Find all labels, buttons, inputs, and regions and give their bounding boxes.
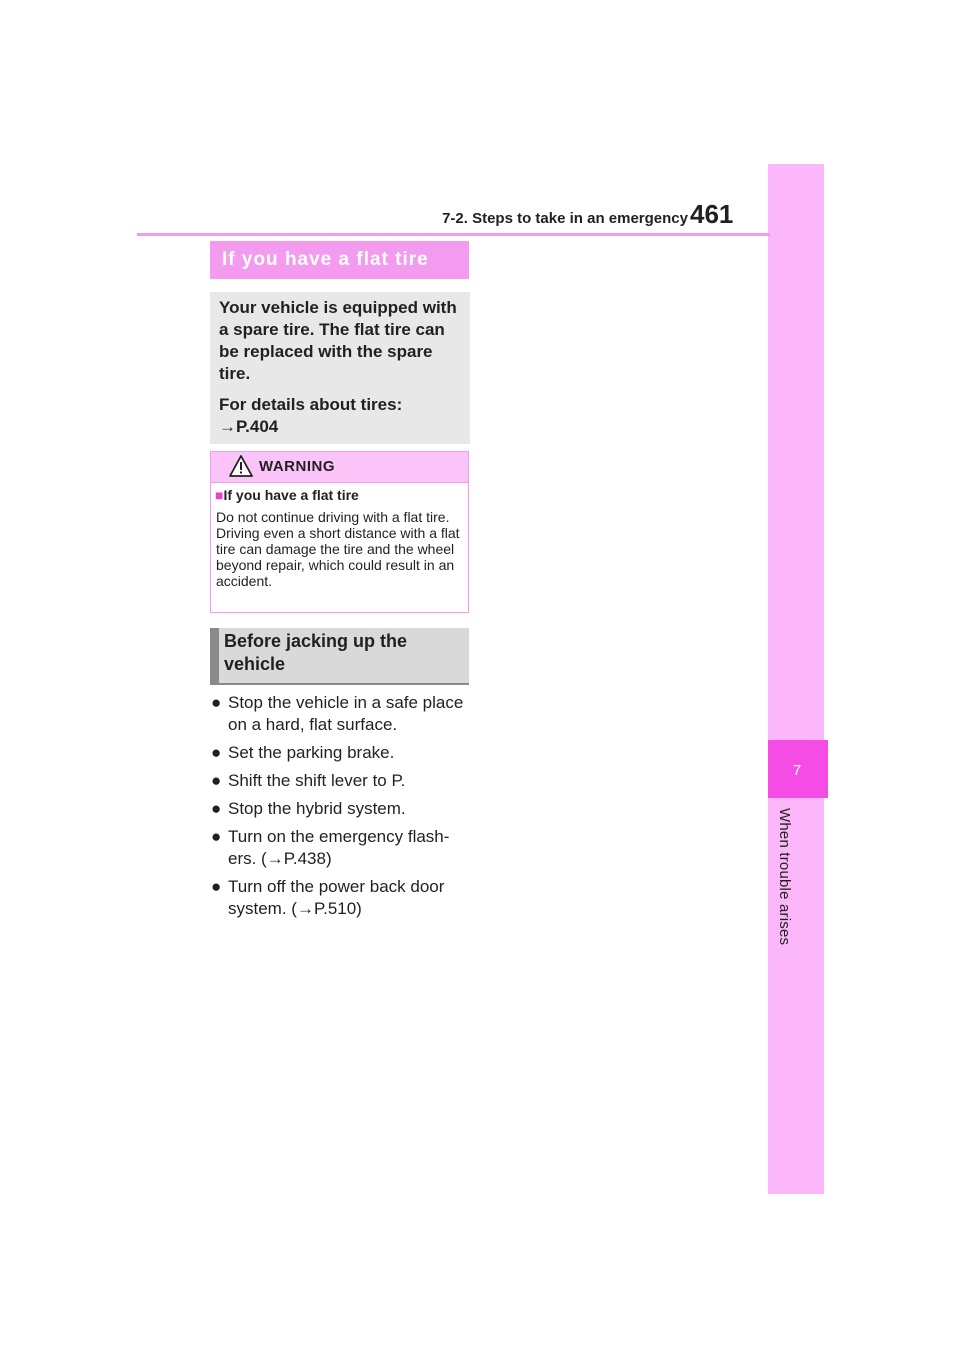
step-text: Set the parking brake.: [228, 743, 395, 762]
step-text: Turn off the power back door system. (→P.510): [228, 877, 445, 918]
warning-triangle-icon: [229, 455, 253, 477]
warning-box: [210, 451, 469, 613]
warning-subtitle-row: [215, 487, 468, 503]
warning-text: [216, 509, 462, 589]
chapter-number: 7: [792, 762, 802, 779]
square-bullet-icon: ■: [215, 487, 224, 503]
list-item: [210, 798, 472, 820]
list-item: [210, 826, 472, 870]
header-rule: [137, 233, 770, 236]
chapter-title: When trouble arises: [776, 808, 793, 946]
info-details: For details about tires:: [219, 395, 403, 414]
warning-line: Driving even a short distance with a flat tire can damage the tire and the wheel beyond repair, which could result in an accident.: [216, 525, 460, 589]
info-box: [210, 292, 470, 444]
step-text: Stop the hybrid system.: [228, 799, 406, 818]
bullet-icon: ●: [211, 799, 222, 818]
info-text: Your vehicle is equipped with a spare tire. The flat tire can be replaced with the spare tire.: [219, 298, 457, 383]
subsection-title: Before jacking up the vehicle: [210, 628, 469, 685]
list-item: [210, 770, 472, 792]
step-text: Shift the shift lever to P.: [228, 771, 406, 790]
section-title: If you have a flat tire: [210, 241, 469, 279]
step-text: Stop the vehicle in a safe place on a hard, flat surface.: [228, 693, 464, 734]
list-item: [210, 876, 472, 920]
page-number: 461: [690, 199, 734, 229]
step-text: Turn on the emergency flash-ers. (→P.438): [228, 827, 450, 868]
bullet-icon: ●: [211, 693, 222, 712]
bullet-icon: ●: [211, 743, 222, 762]
warning-subtitle: If you have a flat tire: [223, 487, 359, 503]
bullet-icon: ●: [211, 827, 222, 846]
info-page-ref: →P.404: [219, 417, 279, 436]
running-header: 7-2. Steps to take in an emergency: [442, 210, 688, 227]
bullet-icon: ●: [211, 771, 222, 790]
bullet-icon: ●: [211, 877, 222, 896]
warning-header: [211, 452, 468, 483]
list-item: [210, 692, 472, 736]
chapter-side-tab: [768, 164, 824, 1194]
warning-title: WARNING: [259, 458, 335, 475]
steps-list: [210, 692, 472, 926]
list-item: [210, 742, 472, 764]
warning-line: Do not continue driving with a flat tire.: [216, 509, 450, 525]
